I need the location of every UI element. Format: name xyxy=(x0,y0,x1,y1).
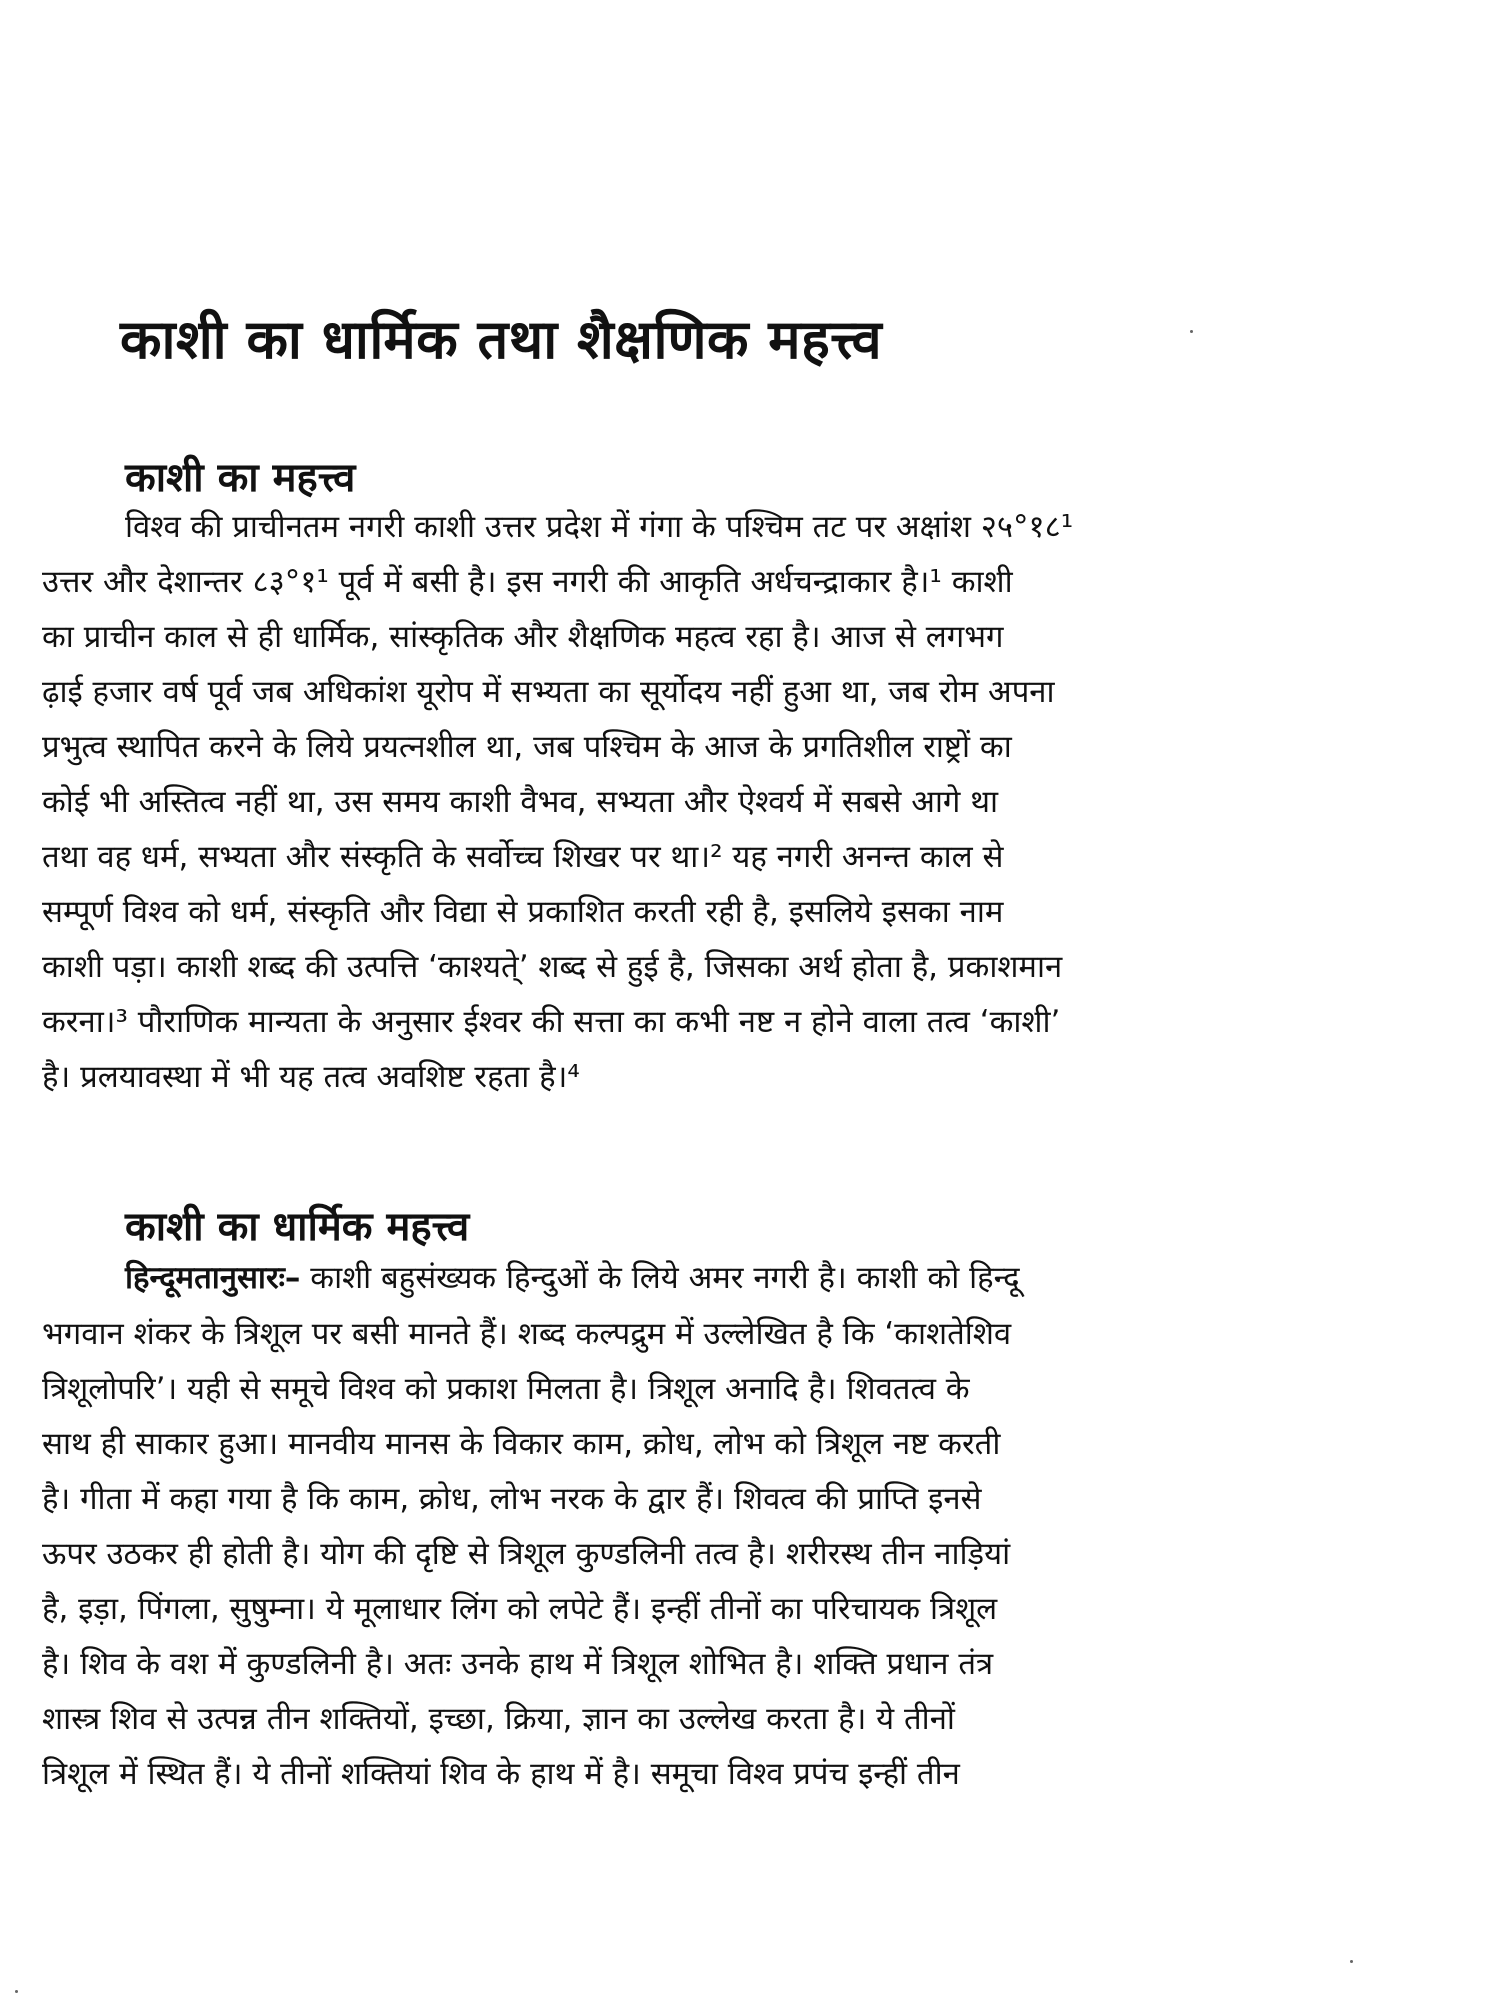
paragraph-line: है। गीता में कहा गया है कि काम, क्रोध, लोभ नरक के द्वार हैं। शिवत्व की प्राप्ति इनसे xyxy=(42,1481,982,1517)
paragraph-line: प्रभुत्व स्थापित करने के लिये प्रयत्नशील था, जब पश्चिम के आज के प्रगतिशील राष्ट्रों का xyxy=(42,729,1012,765)
section-heading-religious-importance: काशी का धार्मिक महत्त्व xyxy=(125,1204,470,1250)
paragraph-line: त्रिशूल में स्थित हैं। ये तीनों शक्तियां शिव के हाथ में है। समूचा विश्व प्रपंच इन्हीं तीन xyxy=(42,1756,960,1792)
paragraph-line: है। शिव के वश में कुण्डलिनी है। अतः उनके हाथ में त्रिशूल शोभित है। शक्ति प्रधान तंत्र xyxy=(42,1646,994,1682)
paragraph-line: ऊपर उठकर ही होती है। योग की दृष्टि से त्रिशूल कुण्डलिनी तत्व है। शरीरस्थ तीन नाड़ियां xyxy=(42,1536,1011,1572)
scan-speck xyxy=(15,1990,18,1993)
paragraph-line: करना।³ पौराणिक मान्यता के अनुसार ईश्वर की सत्ता का कभी नष्ट न होने वाला तत्व ‘काशी’ xyxy=(42,1004,1061,1040)
paragraph-line: साथ ही साकार हुआ। मानवीय मानस के विकार काम, क्रोध, लोभ को त्रिशूल नष्ट करती xyxy=(42,1426,1001,1462)
paragraph-line: सम्पूर्ण विश्व को धर्म, संस्कृति और विद्या से प्रकाशित करती रही है, इसलिये इसका नाम xyxy=(42,894,1004,930)
lead-term: हिन्दूमतानुसारः– xyxy=(125,1260,301,1296)
paragraph-line: शास्त्र शिव से उत्पन्न तीन शक्तियों, इच्छा, क्रिया, ज्ञान का उल्लेख करता है। ये तीनों xyxy=(42,1701,955,1737)
paragraph-line: त्रिशूलोपरि’। यही से समूचे विश्व को प्रकाश मिलता है। त्रिशूल अनादि है। शिवतत्व के xyxy=(42,1371,970,1407)
paragraph-line: भगवान शंकर के त्रिशूल पर बसी मानते हैं। शब्द कल्पद्रुम में उल्लेखित है कि ‘काशतेशिव xyxy=(42,1316,1012,1352)
paragraph-line: है, इड़ा, पिंगला, सुषुम्ना। ये मूलाधार लिंग को लपेटे हैं। इन्हीं तीनों का परिचायक त्रिशूल xyxy=(42,1591,998,1627)
paragraph-line: है। प्रलयावस्था में भी यह तत्व अवशिष्ट रहता है।⁴ xyxy=(42,1059,580,1095)
scan-speck xyxy=(1350,1960,1353,1963)
paragraph-line: ढ़ाई हजार वर्ष पूर्व जब अधिकांश यूरोप में सभ्यता का सूर्योदय नहीं हुआ था, जब रोम अपना xyxy=(42,674,1055,710)
section-heading-kashi-importance: काशी का महत्त्व xyxy=(125,455,356,501)
scan-speck xyxy=(1190,330,1193,333)
paragraph-line: काशी पड़ा। काशी शब्द की उत्पत्ति ‘काश्यते्’ शब्द से हुई है, जिसका अर्थ होता है, प्रकाशमान xyxy=(42,949,1063,985)
paragraph-line: का प्राचीन काल से ही धार्मिक, सांस्कृतिक और शैक्षणिक महत्व रहा है। आज से लगभग xyxy=(42,619,1004,655)
paragraph-line: विश्व की प्राचीनतम नगरी काशी उत्तर प्रदेश में गंगा के पश्चिम तट पर अक्षांश २५°१८¹ xyxy=(125,509,1074,545)
paragraph-line xyxy=(125,1256,1020,1300)
lead-line-text: काशी बहुसंख्यक हिन्दुओं के लिये अमर नगरी है। काशी को हिन्दू xyxy=(300,1260,1020,1296)
paragraph-line: कोई भी अस्तित्व नहीं था, उस समय काशी वैभव, सभ्यता और ऐश्वर्य में सबसे आगे था xyxy=(42,784,999,820)
paragraph-line: तथा वह धर्म, सभ्यता और संस्कृति के सर्वोच्च शिखर पर था।² यह नगरी अनन्त काल से xyxy=(42,839,1004,875)
chapter-title: काशी का धार्मिक तथा शैक्षणिक महत्त्व xyxy=(120,308,883,371)
paragraph-line: उत्तर और देशान्तर ८३°१¹ पूर्व में बसी है। इस नगरी की आकृति अर्धचन्द्राकार है।¹ काशी xyxy=(42,564,1013,600)
